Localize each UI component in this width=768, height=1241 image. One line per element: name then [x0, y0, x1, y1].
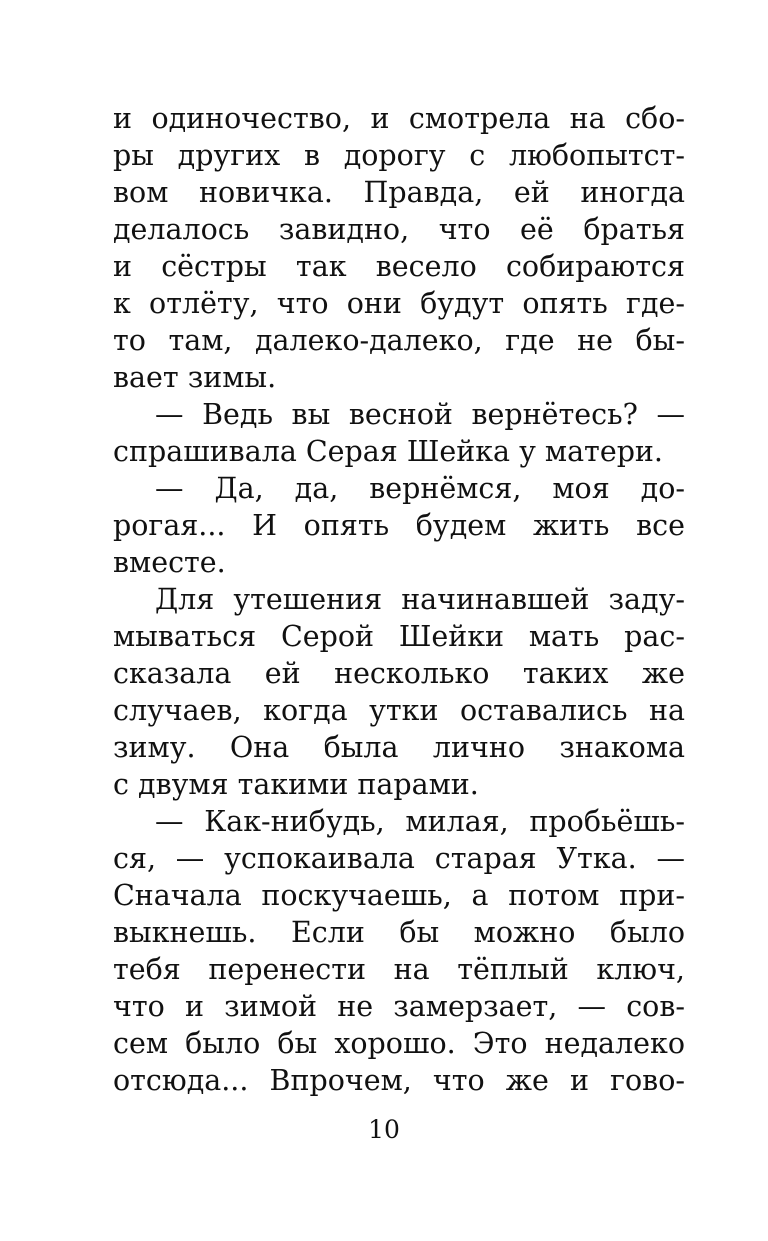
- text-line: вом новичка. Правда, ей иногда: [113, 176, 685, 209]
- text-line: рогая... И опять будем жить все: [113, 509, 685, 542]
- text-line: — Да, да, вернёмся, моя до-: [155, 472, 685, 505]
- text-line: отсюда... Впрочем, что же и гово-: [113, 1064, 685, 1097]
- text-line: делалось завидно, что её братья: [113, 213, 685, 246]
- text-line: — Ведь вы весной вернётесь? —: [155, 398, 685, 431]
- text-line: то там, далеко-далеко, где не бы-: [113, 324, 685, 357]
- text-line: мываться Серой Шейки мать рас-: [113, 620, 685, 653]
- text-line: Сначала поскучаешь, а потом при-: [113, 879, 685, 912]
- text-line: ся, — успокаивала старая Утка. —: [113, 842, 685, 875]
- book-page-text: [113, 100, 685, 1099]
- page-number: 10: [368, 1115, 400, 1144]
- text-line: и сёстры так весело собираются: [113, 250, 685, 283]
- text-line: сказала ей несколько таких же: [113, 657, 685, 690]
- text-line: с двумя такими парами.: [113, 768, 479, 801]
- text-line: тебя перенести на тёплый ключ,: [113, 953, 685, 986]
- text-line: вает зимы.: [113, 361, 277, 394]
- text-line: выкнешь. Если бы можно было: [113, 916, 685, 949]
- text-line: к отлёту, что они будут опять где-: [113, 287, 685, 320]
- text-line: случаев, когда утки оставались на: [113, 694, 685, 727]
- text-line: что и зимой не замерзает, — сов-: [113, 990, 685, 1023]
- text-line: спрашивала Серая Шейка у матери.: [113, 435, 663, 468]
- text-line: — Как-нибудь, милая, пробьёшь-: [155, 805, 685, 838]
- text-line: Для утешения начинавшей заду-: [155, 583, 685, 616]
- text-line: вместе.: [113, 546, 226, 579]
- text-line: ры других в дорогу с любопытст-: [113, 139, 685, 172]
- text-line: зиму. Она была лично знакома: [113, 731, 685, 764]
- text-line: и одиночество, и смотрела на сбо-: [113, 102, 685, 135]
- text-line: сем было бы хорошо. Это недалеко: [113, 1027, 685, 1060]
